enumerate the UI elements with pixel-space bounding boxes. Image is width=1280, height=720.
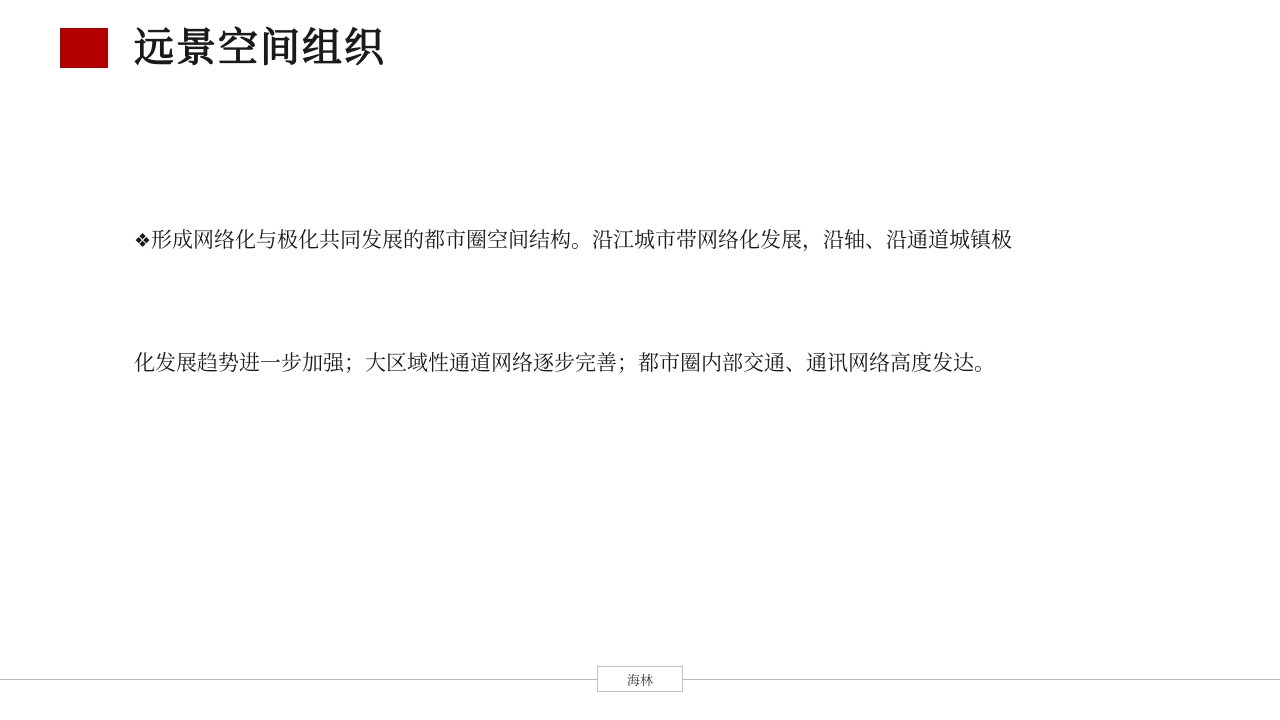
body-paragraph-2-text: 化发展趋势进一步加强；大区域性通道网络逐步完善；都市圈内部交通、通讯网络高度发达。 — [134, 351, 995, 375]
footer-divider-left — [0, 679, 597, 680]
body-paragraph-1-text: 形成网络化与极化共同发展的都市圈空间结构。沿江城市带网络化发展，沿轴、沿通道城镇极 — [151, 229, 1013, 252]
body-paragraph-2 — [134, 351, 1154, 376]
diamond-bullet-icon: ❖ — [134, 231, 152, 252]
slide-title-row — [60, 28, 386, 68]
slide-footer — [0, 664, 1280, 694]
title-accent-marker — [60, 28, 108, 68]
page-title: 远景空间组织 — [134, 26, 386, 70]
footer-divider-right — [683, 679, 1280, 680]
body-paragraph-1 — [134, 228, 1154, 254]
footer-badge: 海林 — [597, 666, 683, 692]
slide-body — [134, 228, 1154, 376]
